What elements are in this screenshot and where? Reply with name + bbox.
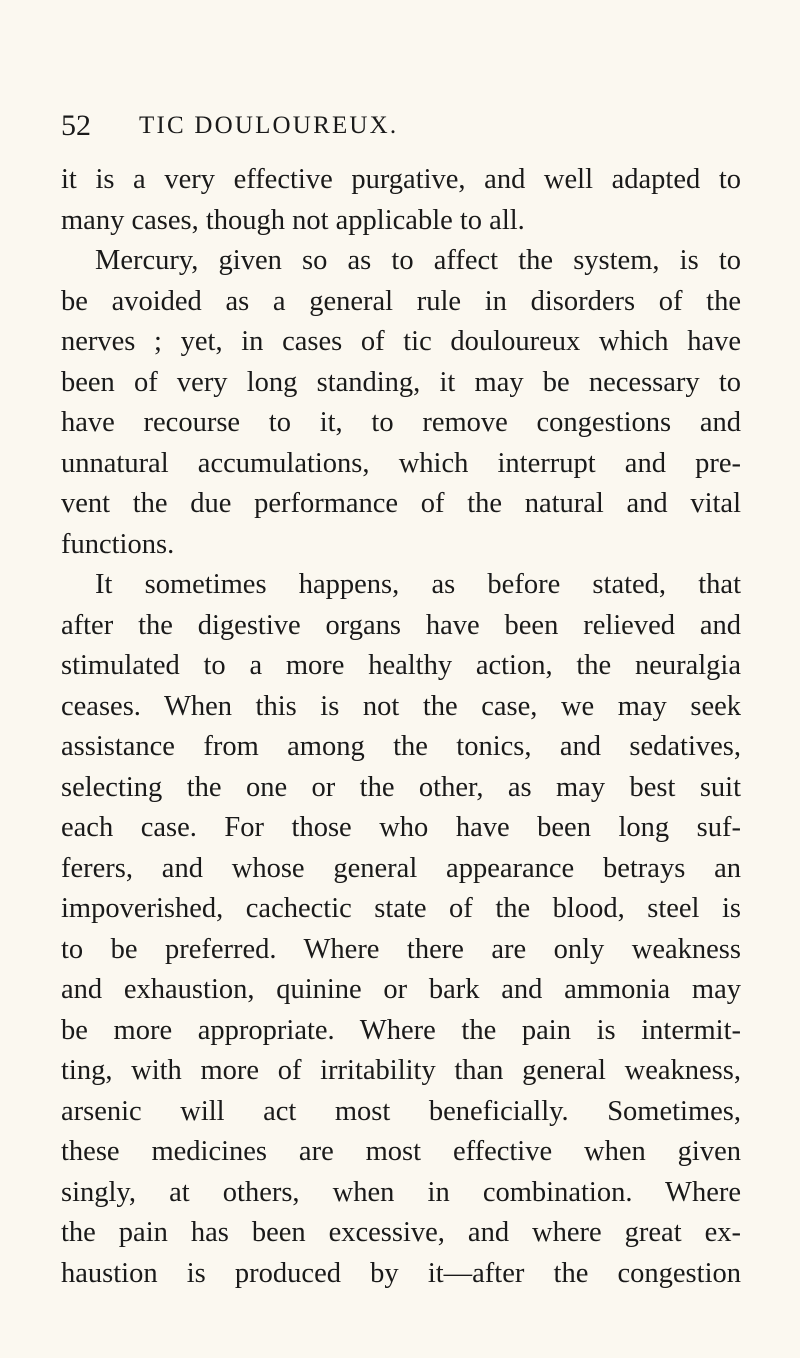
text-line: many cases, though not applicable to all. <box>61 204 525 236</box>
text-line: stimulated to a more healthy action, the neuralgia <box>61 650 741 681</box>
text-line: singly, at others, when in combination. Where <box>61 1176 741 1208</box>
text-line: Mercury, given so as to affect the system, is to <box>95 245 741 276</box>
text-line: ceases. When this is not the case, we may seek <box>61 690 741 722</box>
text-line: these medicines are most effective when given <box>61 1136 741 1167</box>
text-line: the pain has been excessive, and where great ex- <box>61 1217 741 1248</box>
text-line: selecting the one or the other, as may best suit <box>61 771 741 803</box>
text-line: it is a very effective purgative, and well adapted to <box>61 164 741 195</box>
text-line: impoverished, cachectic state of the blood, steel is <box>61 893 741 924</box>
text-line: vent the due performance of the natural and vital <box>61 488 741 519</box>
text-line: ferers, and whose general appearance betrays an <box>61 852 741 884</box>
text-line: It sometimes happens, as before stated, that <box>95 569 741 600</box>
running-header <box>61 108 741 144</box>
text-line: haustion is produced by it—after the congestion <box>61 1257 741 1289</box>
text-line: assistance from among the tonics, and sedatives, <box>61 731 741 762</box>
text-line: to be preferred. Where there are only weakness <box>61 933 741 965</box>
text-line: ting, with more of irritability than general weakness, <box>61 1055 741 1086</box>
page-number: 52 <box>61 109 91 142</box>
running-title: TIC DOULOUREUX. <box>139 112 399 139</box>
text-line: be more appropriate. Where the pain is intermit- <box>61 1014 741 1046</box>
text-line: unnatural accumulations, which interrupt and pre- <box>61 447 741 479</box>
text-line: have recourse to it, to remove congestions and <box>61 407 741 438</box>
text-line: and exhaustion, quinine or bark and ammonia may <box>61 974 741 1005</box>
body-text <box>61 160 741 1294</box>
text-line: arsenic will act most beneficially. Sometimes, <box>61 1095 741 1127</box>
text-line: be avoided as a general rule in disorders of the <box>61 285 741 317</box>
text-line: functions. <box>61 528 175 560</box>
text-line: been of very long standing, it may be necessary to <box>61 366 741 398</box>
text-line: nerves ; yet, in cases of tic douloureux which have <box>61 326 741 357</box>
text-line: after the digestive organs have been relieved and <box>61 609 741 641</box>
text-line: each case. For those who have been long suf- <box>61 812 741 843</box>
